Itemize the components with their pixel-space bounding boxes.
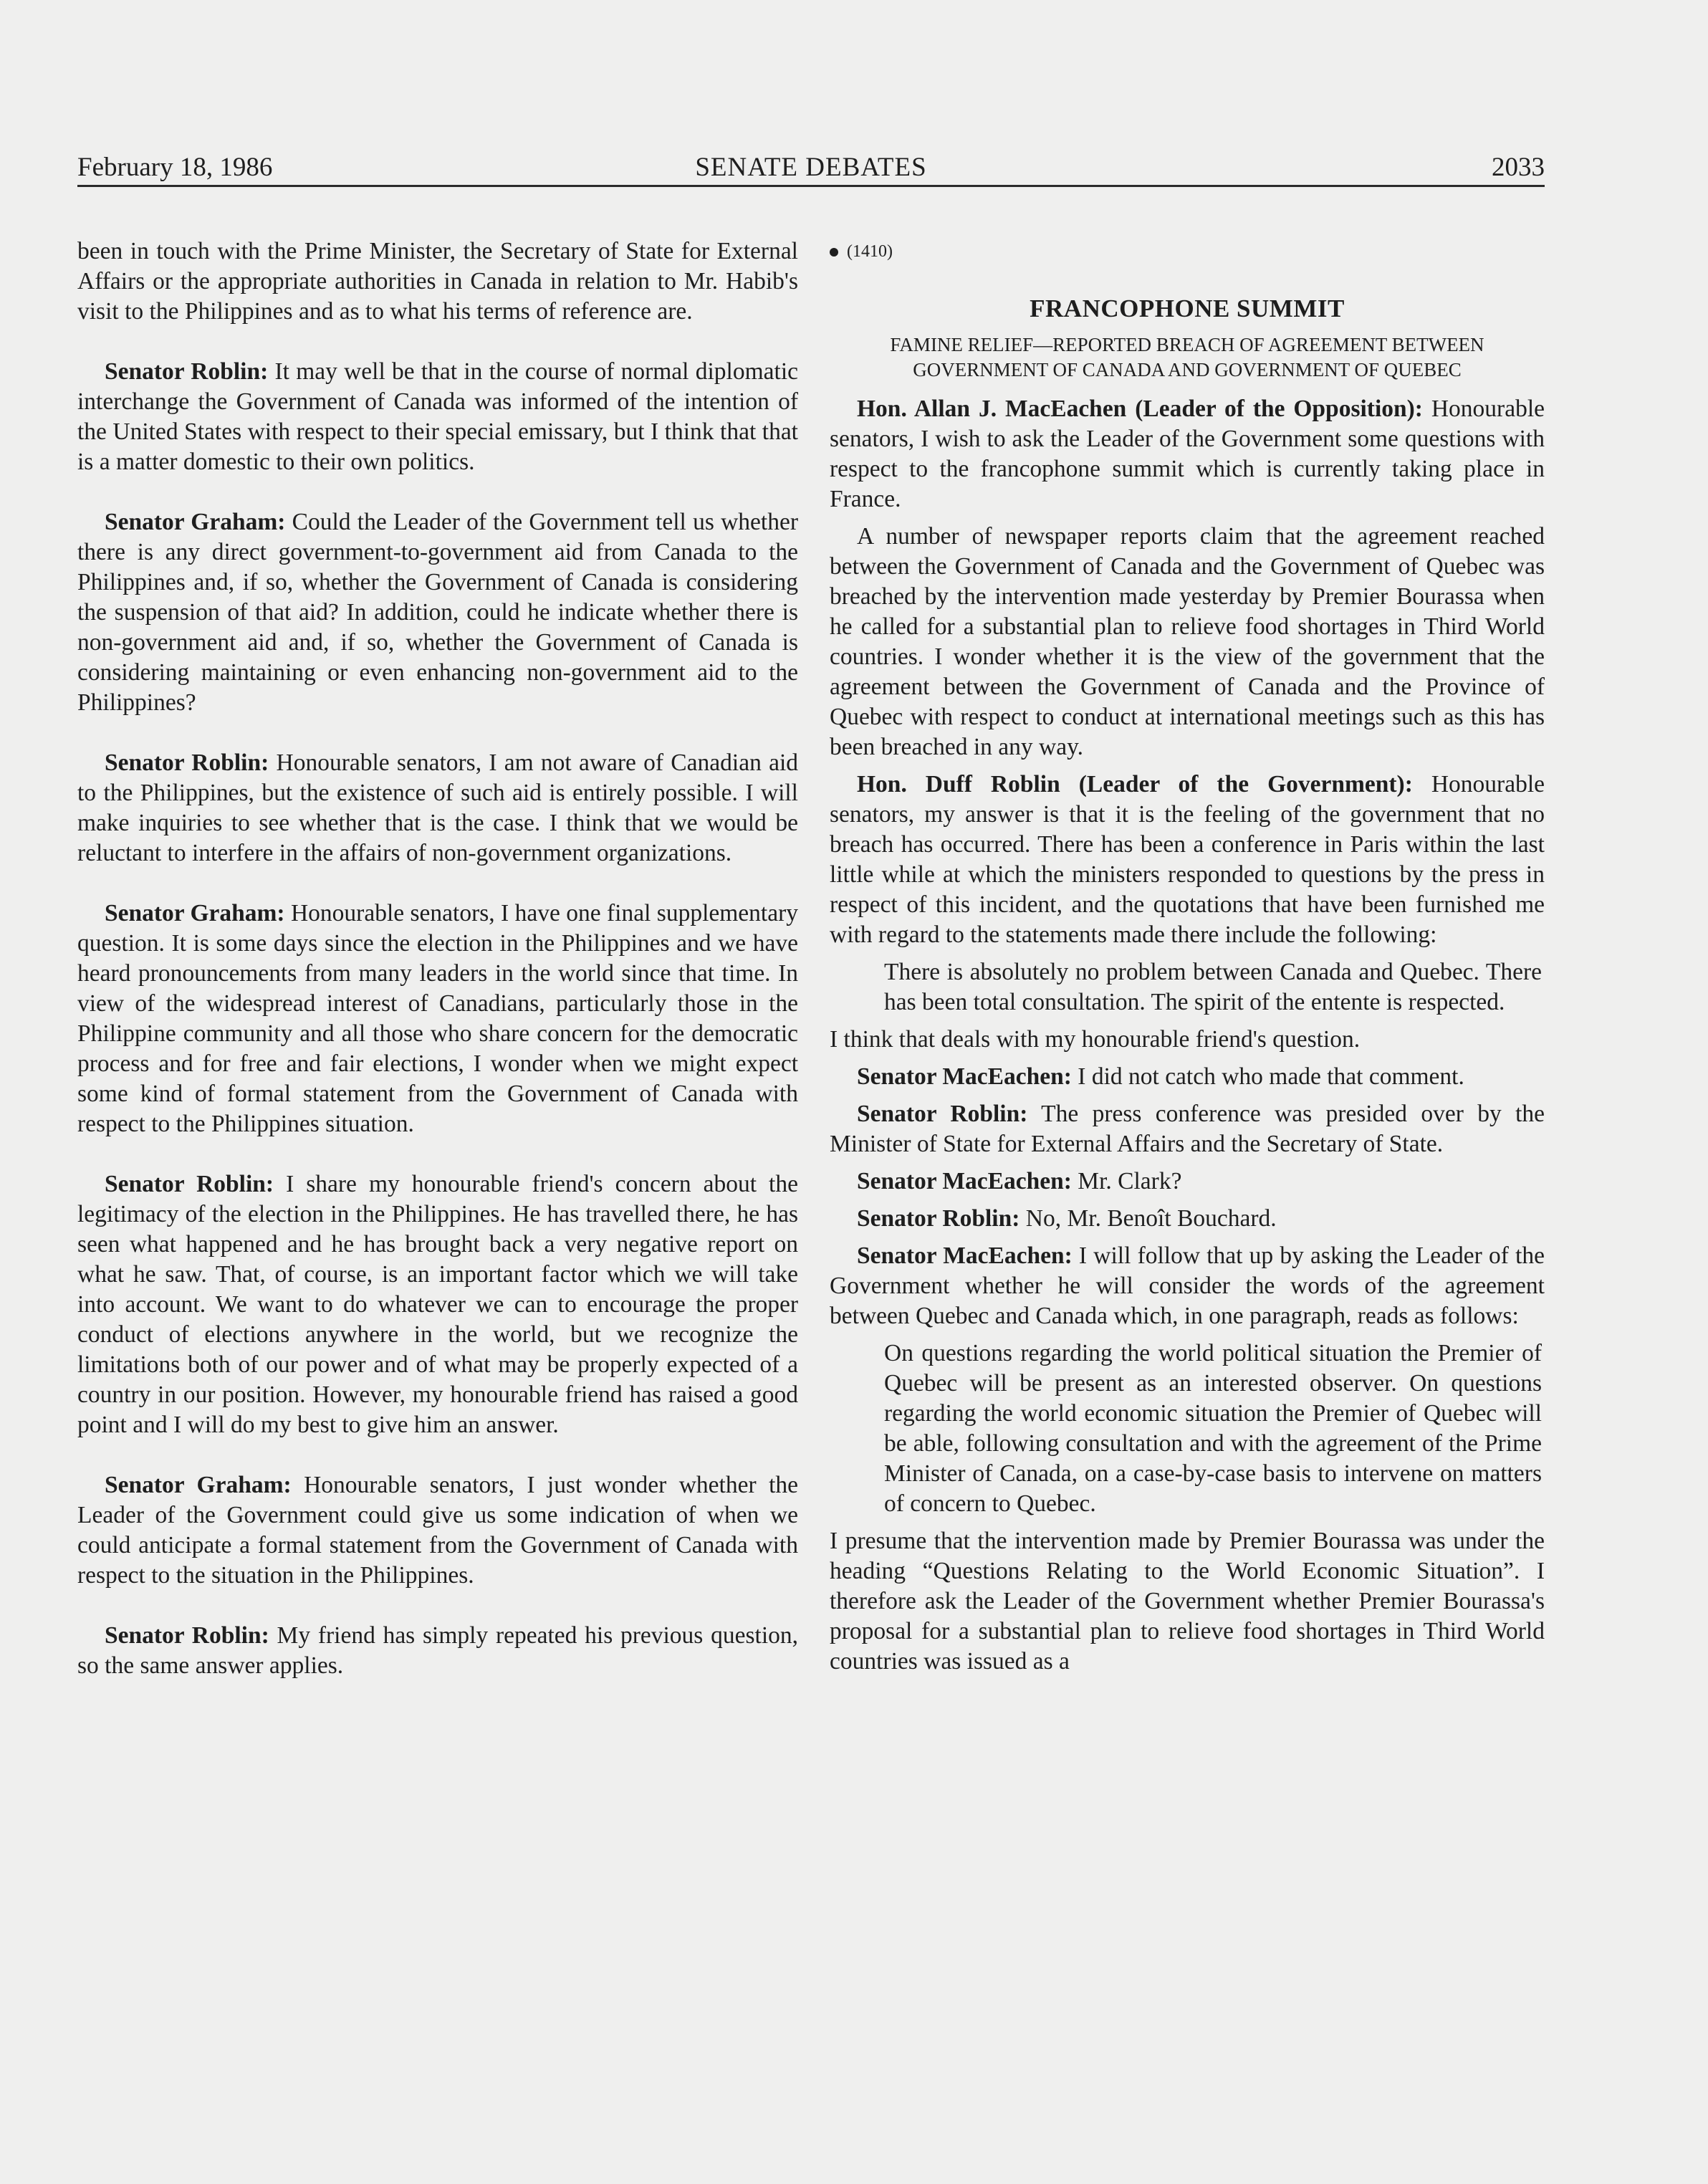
speech-paragraph — [77, 1470, 798, 1591]
page-number: 2033 — [1492, 153, 1545, 182]
speaker-name: Hon. Duff Roblin (Leader of the Government): — [857, 771, 1413, 798]
speech-text: The press conference was presided over by the Minister of State for External Affairs and the Secretary of State. — [830, 1101, 1545, 1157]
quote-text: On questions regarding the world political situation the Premier of Quebec will be present as an interested observer. On questions regarding the world economic situation the Premier of Quebec will be able, following consultation and with the agreement of the Prime Minister of Canada, on a case-by-case basis to intervene on matters of concern to Quebec. — [884, 1340, 1542, 1517]
section-title: FRANCOPHONE SUMMIT — [1030, 294, 1345, 322]
speech-text: Could the Leader of the Government tell us whether there is any direct government-to-government aid from Canada to the Philippines and, if so, whether the Government of Canada is considering the suspension of that aid? In addition, could he indicate whether there is non-government aid and, if so, whether the Government of Canada is considering maintaining or even enhancing non-government aid to the Philippines? — [77, 509, 799, 716]
speech-text: No, Mr. Benoît Bouchard. — [1019, 1205, 1277, 1232]
speech-paragraph — [830, 1526, 1545, 1677]
right-column — [830, 236, 1545, 1684]
speech-paragraph — [77, 507, 798, 718]
speech-text: I think that deals with my honourable friend's question. — [830, 1026, 1361, 1053]
speech-paragraph — [830, 1099, 1545, 1159]
speech-paragraph — [830, 1025, 1545, 1055]
sub-heading: FAMINE RELIEF—REPORTED BREACH OF AGREEMENT BETWEEN GOVERNMENT OF CANADA AND GOVERNMENT OF QUEBEC — [890, 334, 1484, 380]
speaker-name: Senator Graham: — [105, 509, 286, 535]
bullet-dot-icon — [830, 248, 838, 257]
speaker-name: Hon. Allan J. MacEachen (Leader of the Opposition): — [857, 396, 1423, 422]
speaker-name: Senator Roblin: — [105, 358, 269, 385]
speech-paragraph — [77, 899, 798, 1139]
speech-text: My friend has simply repeated his previous question, so the same answer applies. — [77, 1622, 798, 1679]
speech-paragraph — [830, 522, 1545, 762]
page-header — [77, 149, 1545, 186]
block-quote — [884, 1338, 1542, 1519]
speech-paragraph — [77, 1169, 798, 1440]
time-marker-text: (1410) — [847, 242, 893, 261]
publication-title: SENATE DEBATES — [695, 153, 927, 182]
speech-text: I share my honourable friend's concern about the legitimacy of the election in the Philippines. He has travelled there, he has seen what happened and he has brought back a very negative report on what he saw. That, of course, is an important factor which we will take into account. We want to do whatever we can to encourage the proper conduct of elections anywhere in the world, but we recognize the limitations both of our power and of what may be properly expected of a country in our position. However, my honourable friend has raised a good point and I will do my best to give him an answer. — [77, 1171, 798, 1438]
speech-paragraph — [830, 394, 1545, 514]
speech-text: Mr. Clark? — [1071, 1168, 1182, 1194]
right-column-body — [830, 394, 1545, 1677]
speech-text: Honourable senators, I just wonder whether the Leader of the Government could give us some indication of when we could anticipate a formal statement from the Government of Canada with respect to the situation in the Philippines. — [77, 1472, 799, 1589]
speaker-name: Senator MacEachen: — [857, 1242, 1073, 1269]
speaker-name: Senator Roblin: — [857, 1101, 1028, 1127]
speech-text: A number of newspaper reports claim that the agreement reached between the Government of Canada and the Government of Quebec was breached by the intervention made yesterday by Premier Bourassa when he called for a substantial plan to relieve food shortages in Third World countries. I wonder whether it is the view of the government that the agreement between the Government of Canada and the Province of Quebec with respect to conduct at international meetings such as this has been breached in any way. — [830, 523, 1545, 760]
speech-paragraph — [77, 357, 798, 477]
time-marker — [830, 236, 1545, 267]
speaker-name: Senator Roblin: — [105, 749, 269, 776]
speech-text: Honourable senators, I have one final supplementary question. It is some days since the election in the Philippines and we have heard pronouncements from many leaders in the world since that time. In view of the widespread interest of Canadians, particularly those in the Philippine community and all those who share concern for the democratic process and for free and fair elections, I wonder when we might expect some kind of formal statement from the Government of Canada with respect to the Philippines situation. — [77, 900, 799, 1137]
speaker-name: Senator Graham: — [105, 900, 285, 926]
header-date: February 18, 1986 — [77, 153, 273, 182]
speech-text: been in touch with the Prime Minister, the Secretary of State for External Affairs or the appropriate authorities in Canada in relation to Mr. Habib's visit to the Philippines and as to what his terms of reference are. — [77, 238, 798, 325]
speech-paragraph — [830, 1062, 1545, 1092]
speech-paragraph — [830, 1241, 1545, 1331]
speech-text: Honourable senators, I wish to ask the Leader of the Government some questions with respect to the francophone summit which is currently taking place in France. — [830, 396, 1545, 512]
speech-paragraph — [830, 770, 1545, 950]
speech-text: It may well be that in the course of normal diplomatic interchange the Government of Canada was informed of the intention of the United States with respect to their special emissary, but I think that that is a matter domestic to their own politics. — [77, 358, 798, 475]
speech-paragraph — [77, 236, 798, 327]
speech-text: Honourable senators, my answer is that it is the feeling of the government that no breach has occurred. There has been a conference in Paris within the last little while at which the ministers responded to questions by the press in respect of this incident, and the quotations that have been furnished me with regard to the statements made there include the following: — [830, 771, 1545, 948]
speaker-name: Senator Roblin: — [105, 1171, 274, 1197]
speaker-name: Senator Roblin: — [857, 1205, 1020, 1232]
left-column — [77, 236, 798, 1711]
speaker-name: Senator Roblin: — [105, 1622, 269, 1649]
speaker-name: Senator Graham: — [105, 1472, 292, 1498]
block-quote — [884, 957, 1542, 1017]
speech-text: I will follow that up by asking the Leader of the Government whether he will consider the words of the agreement between Quebec and Canada which, in one paragraph, reads as follows: — [830, 1242, 1545, 1329]
speech-text: I did not catch who made that comment. — [1071, 1063, 1464, 1090]
speech-paragraph — [77, 748, 798, 868]
speaker-name: Senator MacEachen: — [857, 1063, 1072, 1090]
quote-text: There is absolutely no problem between Canada and Quebec. There has been total consultation. The spirit of the entente is respected. — [884, 959, 1542, 1015]
speech-paragraph — [830, 1167, 1545, 1197]
speaker-name: Senator MacEachen: — [857, 1168, 1072, 1194]
header-rule — [77, 185, 1545, 187]
speech-text: I presume that the intervention made by Premier Bourassa was under the heading “Questions Relating to the World Economic Situation”. I therefore ask the Leader of the Government whether Premier Bourassa's proposal for a substantial plan to relieve food shortages in Third World countries was issued as a — [830, 1528, 1545, 1675]
speech-paragraph — [77, 1621, 798, 1681]
speech-paragraph — [830, 1204, 1545, 1234]
speech-text: Honourable senators, I am not aware of Canadian aid to the Philippines, but the existence of such aid is entirely possible. I will make inquiries to see whether that is the case. I think that we would be reluctant to interfere in the affairs of non-government organizations. — [77, 749, 798, 866]
